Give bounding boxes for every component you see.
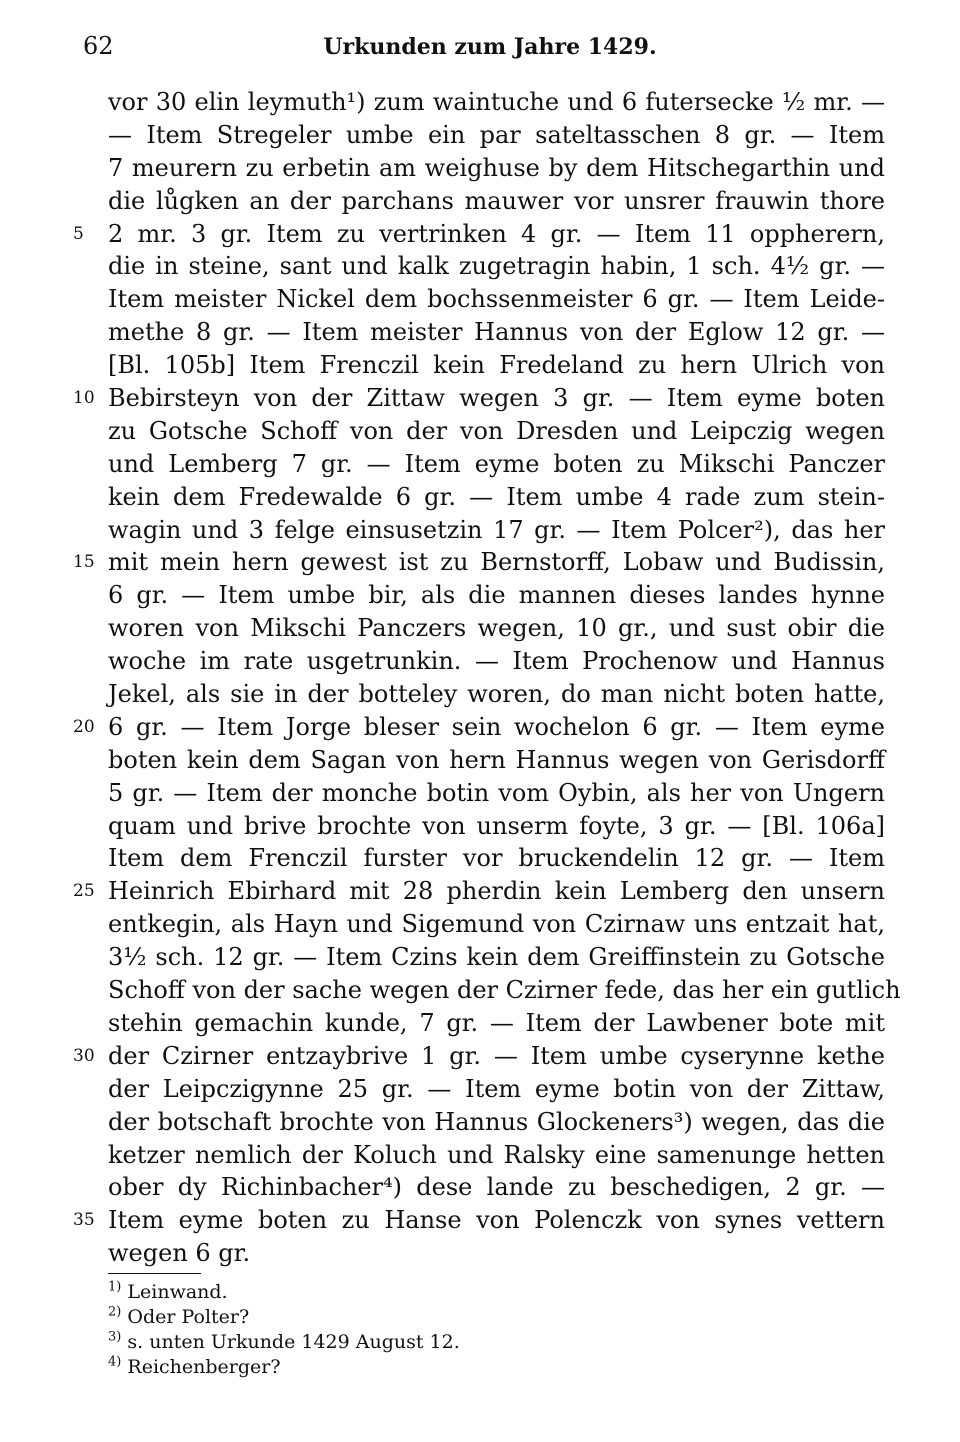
text-line: [108, 481, 885, 514]
line-text: Heinrich Ebirhard mit 28 pherdin kein Lemberg den unsern: [108, 877, 885, 906]
line-text: Bebirsteyn von der Zittaw wegen 3 gr. — Item eyme boten: [108, 384, 885, 413]
footnote-mark: 3): [108, 1329, 122, 1345]
line-text: [Bl. 105b] Item Frenczil kein Fredeland zu hern Ulrich von: [108, 351, 885, 380]
text-line: [108, 316, 885, 349]
line-text: 2 mr. 3 gr. Item zu vertrinken 4 gr. — Item 11 oppherern,: [108, 219, 885, 248]
line-text: stehin gemachin kunde, 7 gr. — Item der Lawbener bote mit: [108, 1008, 885, 1037]
footnote-text: Oder Polter?: [127, 1306, 250, 1328]
line-text: Jekel, als sie in der botteley woren, do man nicht boten hatte,: [108, 680, 885, 709]
line-text: der Czirner entzaybrive 1 gr. — Item umbe cyserynne kethe: [108, 1041, 885, 1070]
text-line: [108, 579, 885, 612]
footnote: [108, 1280, 460, 1305]
line-text: quam und brive brochte von unserm foyte, 3 gr. — [Bl. 106a]: [108, 811, 885, 840]
text-line: [108, 842, 885, 875]
running-title: Urkunden zum Jahre 1429.: [323, 34, 657, 60]
text-line: [73, 382, 885, 415]
footnote-text: Leinwand.: [127, 1281, 228, 1303]
text-line: [108, 1106, 885, 1139]
line-text: 3½ sch. 12 gr. — Item Czins kein dem Greiffinstein zu Gotsche: [108, 943, 885, 972]
line-text: zu Gotsche Schoff von der von Dresden und Leipczig wegen: [108, 416, 885, 445]
line-text: vor 30 elin leymuth¹) zum waintuche und 6 futersecke ½ mr. —: [108, 88, 885, 116]
line-text: wegen 6 gr.: [108, 1239, 251, 1268]
main-text: [73, 86, 901, 1270]
text-line: [73, 875, 885, 908]
text-line: [108, 777, 885, 810]
text-line: [108, 119, 885, 152]
footnote-mark: 1): [108, 1279, 122, 1295]
footnote-mark: 2): [108, 1304, 122, 1320]
text-line: [73, 711, 885, 744]
footnote-mark: 4): [108, 1354, 122, 1370]
text-line: [108, 612, 885, 645]
line-number: 25: [73, 881, 95, 902]
footnote: [108, 1330, 460, 1355]
line-text: Item eyme boten zu Hanse von Polenczk von synes vettern: [108, 1206, 885, 1235]
text-line: [108, 1171, 885, 1204]
line-text: wagin und 3 felge einsusetzin 17 gr. — Item Polcer²), das her: [108, 515, 885, 544]
line-text: methe 8 gr. — Item meister Hannus von der Eglow 12 gr. —: [108, 318, 885, 347]
line-text: boten kein dem Sagan von hern Hannus wegen von Gerisdorff: [108, 745, 885, 774]
line-text: kein dem Fredewalde 6 gr. — Item umbe 4 rade zum stein-: [108, 482, 885, 511]
line-text: mit mein hern gewest ist zu Bernstorff, Lobaw und Budissin,: [108, 548, 885, 577]
text-line: [108, 941, 885, 974]
line-text: 7 meurern zu erbetin am weighuse by dem Hitschegarthin und: [108, 153, 885, 182]
text-line: [108, 1073, 885, 1106]
line-number: 10: [73, 388, 95, 409]
line-text: Item dem Frenczil furster vor bruckendelin 12 gr. — Item: [108, 844, 885, 873]
text-line: [73, 1204, 885, 1237]
line-text: die lůgken an der parchans mauwer vor unsrer frauwin thore: [108, 186, 885, 215]
line-text: — Item Stregeler umbe ein par sateltasschen 8 gr. — Item: [108, 120, 885, 149]
text-line: [108, 152, 885, 185]
line-text: 6 gr. — Item Jorge bleser sein wochelon 6 gr. — Item eyme: [108, 712, 885, 741]
text-line: [108, 283, 885, 316]
footnote-divider: [108, 1273, 201, 1274]
line-text: Item meister Nickel dem bochssenmeister 6 gr. — Item Leide-: [108, 285, 885, 314]
text-line: [108, 86, 885, 119]
line-text: der Leipczigynne 25 gr. — Item eyme botin von der Zittaw,: [108, 1074, 885, 1103]
text-line: [73, 218, 885, 251]
line-number: 20: [73, 716, 95, 737]
text-line: [108, 185, 885, 218]
line-text: ketzer nemlich der Koluch und Ralsky eine samenunge hetten: [108, 1140, 885, 1169]
footnotes: [108, 1280, 460, 1380]
text-line: [108, 1007, 885, 1040]
text-line: [108, 974, 901, 1007]
footnote-text: Reichenberger?: [127, 1356, 281, 1378]
line-text: woche im rate usgetrunkin. — Item Prochenow und Hannus: [108, 647, 885, 676]
text-line: [108, 1139, 885, 1172]
text-line: [108, 645, 885, 678]
text-line: [108, 349, 885, 382]
page-number: 62: [83, 32, 114, 60]
footnote-text: s. unten Urkunde 1429 August 12.: [127, 1331, 460, 1353]
footnote: [108, 1355, 460, 1380]
line-number: 15: [73, 552, 95, 573]
line-text: entkegin, als Hayn und Sigemund von Czirnaw uns entzait hat,: [108, 910, 885, 939]
text-line: [108, 514, 885, 547]
text-line: [108, 678, 885, 711]
footnote: [108, 1305, 460, 1330]
line-text: Schoff von der sache wegen der Czirner fede, das her ein gutlich: [108, 976, 901, 1005]
text-line: [108, 744, 885, 777]
text-line: [108, 810, 885, 843]
line-text: 5 gr. — Item der monche botin vom Oybin, als her von Ungern: [108, 778, 885, 807]
line-text: der botschaft brochte von Hannus Glockeners³) wegen, das die: [108, 1107, 885, 1136]
text-line: [108, 1237, 885, 1270]
line-text: ober dy Richinbacher⁴) dese lande zu beschedigen, 2 gr. —: [108, 1173, 885, 1202]
line-number: 5: [73, 223, 84, 244]
line-text: woren von Mikschi Panczers wegen, 10 gr., und sust obir die: [108, 614, 885, 643]
line-number: 35: [73, 1210, 95, 1231]
line-text: und Lemberg 7 gr. — Item eyme boten zu Mikschi Panczer: [108, 449, 885, 478]
text-line: [73, 546, 885, 579]
line-text: 6 gr. — Item umbe bir, als die mannen dieses landes hynne: [108, 581, 885, 610]
line-number: 30: [73, 1045, 95, 1066]
text-line: [73, 1040, 885, 1073]
line-text: die in steine, sant und kalk zugetragin habin, 1 sch. 4½ gr. —: [108, 252, 885, 281]
text-line: [108, 448, 885, 481]
text-line: [108, 415, 885, 448]
text-line: [108, 250, 885, 283]
text-line: [108, 908, 885, 941]
